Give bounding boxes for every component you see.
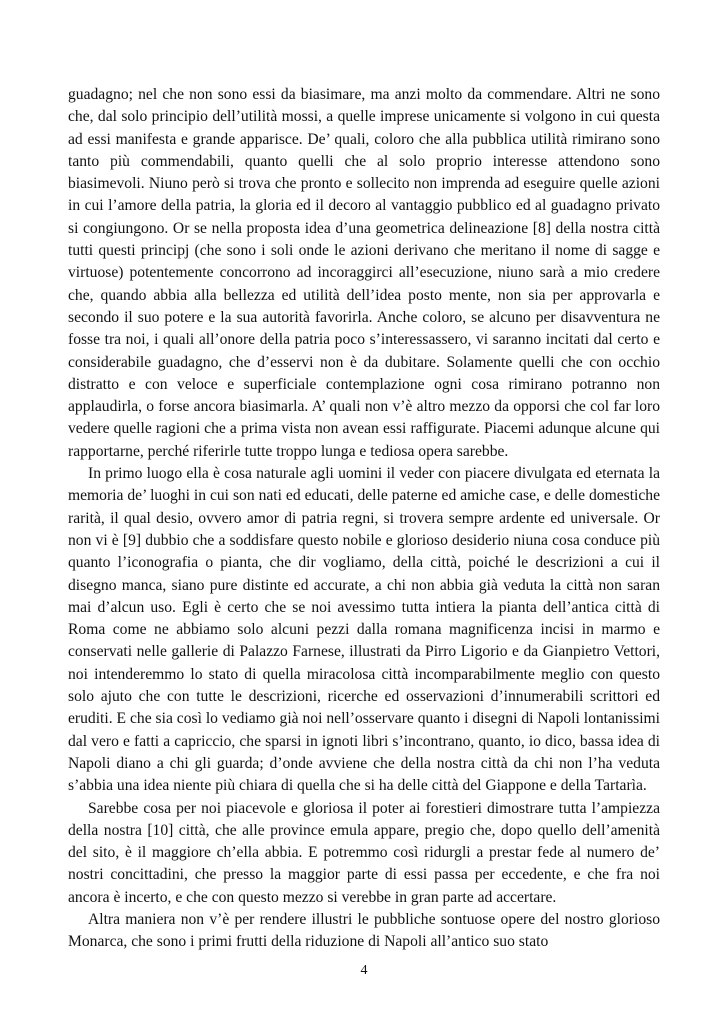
paragraph-1: guadagno; nel che non sono essi da biasimare, ma anzi molto da commendare. Altri ne sono che, dal solo principio dell’utilità mossi, a quelle imprese unicamente si volgono in cui questa ad essi manifesta e grande apparisce. De’ quali, coloro che alla pubblica utilità rimirano sono tanto più commendabili, quanto quelli che al solo proprio interesse attendono sono biasimevoli. Niuno però si trova che pronto e sollecito non imprenda ad eseguire quelle azioni in cui l’amore della patria, la gloria ed il decoro al vantaggio pubblico ed al guadagno privato si congiungono. Or se nella proposta idea d’una geometrica delineazione [8] della nostra città tutti questi principj (che sono i soli onde le azioni derivano che meritano il nome di sagge e virtuose) potentemente concorrono ad incoraggirci all’esecuzione, niuno sarà a mio credere che, quando abbia alla bellezza ed utilità dell’idea posto mente, non sia per approvarla e secondo il suo potere e la sua autorità favorirla. Anche coloro, se alcuno per disavventura ne fosse tra noi, i quali all’onore della patria poco s’interessassero, vi saranno incitati dal certo e considerabile guadagno, che d’esservi non è da dubitare. Solamente quelli che con occhio distratto e con veloce e superficiale contemplazione ogni cosa rimirano potranno non applaudirla, o forse ancora biasimarla. A’ quali non v’è altro mezzo da opporsi che col far loro vedere quelle ragioni che a prima vista non avean essi raffigurate. Piacemi adunque alcune qui rapportarne, perché riferirle tutte troppo lunga e tediosa opera sarebbe.	[68, 86, 660, 460]
paragraph-3: Sarebbe cosa per noi piacevole e gloriosa il poter ai forestieri dimostrare tutta l’ampiezza della nostra [10] città, che alle province emula appare, pregio che, dopo quello dell’amenità del sito, è il maggiore ch’ella abbia. E potremmo così ridurgli a prestar fede al numero de’ nostri concittadini, che presso la maggior parte di essi passa per eccedente, e che fra noi ancora è incerto, e che con questo mezzo si verebbe in gran parte ad accertare.	[68, 799, 660, 906]
paragraph-4: Altra maniera non v’è per rendere illustri le pubbliche sontuose opere del nostro glorioso Monarca, che sono i primi frutti della riduzione di Napoli all’antico suo stato	[68, 910, 660, 951]
body-text	[68, 84, 660, 954]
page-number: 4	[360, 963, 368, 978]
paragraph-2: In primo luogo ella è cosa naturale agli uomini il veder con piacere divulgata ed eternata la memoria de’ luoghi in cui son nati ed educati, delle paterne ed amiche case, e delle domestiche rarità, il qual desio, ovvero amor di patria regni, si trovera sempre ardente ed universale. Or non vi è [9] dubbio che a soddisfare questo nobile e glorioso desiderio niuna cosa conduce più quanto l’iconografia o pianta, che dir vogliamo, della città, poiché le descrizioni a cui il disegno manca, siano pure distinte ed accurate, a chi non abbia già veduta la città non saran mai d’alcun uso. Egli è certo che se noi avessimo tutta intiera la pianta dell’antica città di Roma come ne abbiamo solo alcuni pezzi dalla romana magnificenza incisi in marmo e conservati nelle gallerie di Palazzo Farnese, illustrati da Pirro Ligorio e da Gianpietro Vettori, noi intenderemmo lo stato di quella miracolosa città incomparabilmente meglio con questo solo ajuto che con tutte le descrizioni, ricerche ed osservazioni d’innumerabili scrittori ed eruditi. E che sia così lo vediamo già noi nell’osservare quanto i disegni di Napoli lontanissimi dal vero e fatti a capriccio, che sparsi in ignoti libri s’incontrano, quanto, io dico, bassa idea di Napoli diano a chi gli guarda; d’onde avviene che della nostra città da chi non l’ha veduta s’abbia una idea niente più chiara di quella che si ha delle città del Giappone e della Tartarìa.	[68, 465, 660, 795]
